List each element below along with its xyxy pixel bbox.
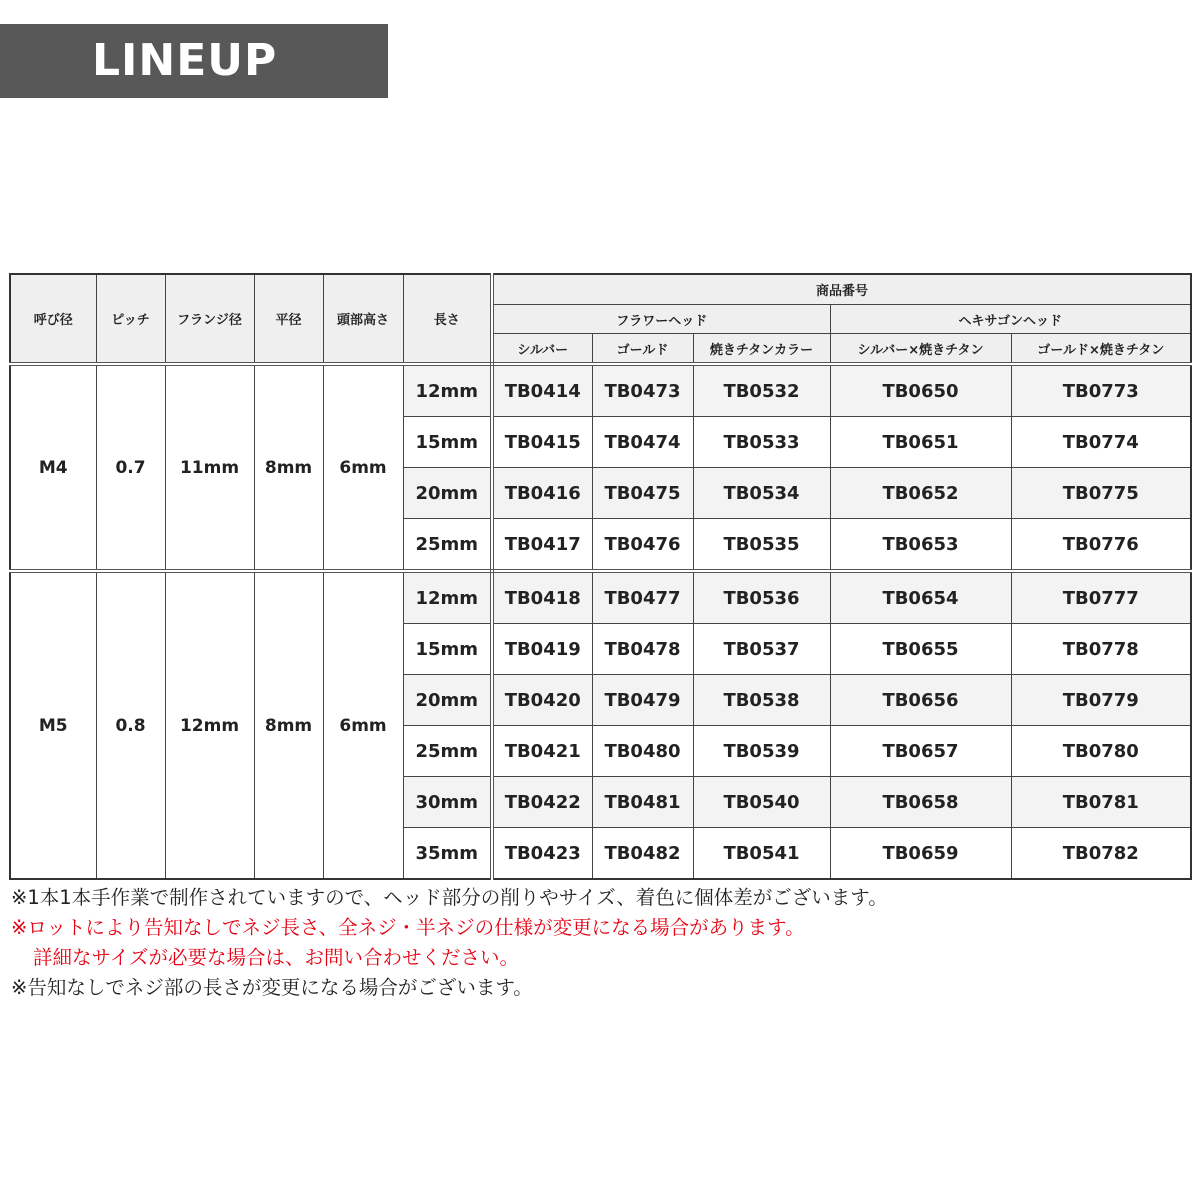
length-cell: 15mm xyxy=(403,624,492,675)
header-flange: フランジ径 xyxy=(165,274,254,364)
code-cell: TB0657 xyxy=(830,726,1011,777)
code-cell: TB0423 xyxy=(492,828,592,880)
length-cell: 35mm xyxy=(403,828,492,880)
note-lot-change: ※ロットにより告知なしでネジ長さ、全ネジ・半ネジの仕様が変更になる場合があります。 xyxy=(11,916,805,939)
header-pitch: ピッチ xyxy=(96,274,165,364)
header-head-height: 頭部高さ xyxy=(323,274,403,364)
code-cell: TB0775 xyxy=(1011,468,1191,519)
length-cell: 20mm xyxy=(403,675,492,726)
nominal-cell: M4 xyxy=(10,364,96,571)
code-cell: TB0538 xyxy=(693,675,830,726)
table-row xyxy=(10,364,1191,417)
flange-cell: 12mm xyxy=(165,571,254,879)
code-cell: TB0479 xyxy=(592,675,693,726)
code-cell: TB0416 xyxy=(492,468,592,519)
code-cell: TB0477 xyxy=(592,571,693,624)
code-cell: TB0473 xyxy=(592,364,693,417)
note-thread-length: ※告知なしでネジ部の長さが変更になる場合がございます。 xyxy=(11,976,533,999)
code-cell: TB0415 xyxy=(492,417,592,468)
code-cell: TB0658 xyxy=(830,777,1011,828)
code-cell: TB0481 xyxy=(592,777,693,828)
length-cell: 20mm xyxy=(403,468,492,519)
width-cell: 8mm xyxy=(254,364,323,571)
width-cell: 8mm xyxy=(254,571,323,879)
code-cell: TB0480 xyxy=(592,726,693,777)
header-length: 長さ xyxy=(403,274,492,364)
header-flower-head: フラワーヘッド xyxy=(492,305,830,334)
code-cell: TB0418 xyxy=(492,571,592,624)
header-nominal: 呼び径 xyxy=(10,274,96,364)
code-cell: TB0532 xyxy=(693,364,830,417)
code-cell: TB0655 xyxy=(830,624,1011,675)
pitch-cell: 0.7 xyxy=(96,364,165,571)
nominal-cell: M5 xyxy=(10,571,96,879)
flange-cell: 11mm xyxy=(165,364,254,571)
code-cell: TB0650 xyxy=(830,364,1011,417)
code-cell: TB0421 xyxy=(492,726,592,777)
code-cell: TB0651 xyxy=(830,417,1011,468)
header-product-no: 商品番号 xyxy=(492,274,1191,305)
note-handmade: ※1本1本手作業で制作されていますので、ヘッド部分の削りやサイズ、着色に個体差がございます。 xyxy=(11,886,888,909)
code-cell: TB0781 xyxy=(1011,777,1191,828)
code-cell: TB0420 xyxy=(492,675,592,726)
code-cell: TB0475 xyxy=(592,468,693,519)
code-cell: TB0778 xyxy=(1011,624,1191,675)
lineup-title: LINEUP xyxy=(92,35,278,86)
code-cell: TB0535 xyxy=(693,519,830,572)
code-cell: TB0474 xyxy=(592,417,693,468)
code-cell: TB0782 xyxy=(1011,828,1191,880)
code-cell: TB0414 xyxy=(492,364,592,417)
code-cell: TB0776 xyxy=(1011,519,1191,572)
head-height-cell: 6mm xyxy=(323,364,403,571)
lineup-table xyxy=(9,273,1192,880)
length-cell: 12mm xyxy=(403,364,492,417)
code-cell: TB0422 xyxy=(492,777,592,828)
code-cell: TB0774 xyxy=(1011,417,1191,468)
code-cell: TB0659 xyxy=(830,828,1011,880)
header-hexagon-head: ヘキサゴンヘッド xyxy=(830,305,1191,334)
length-cell: 15mm xyxy=(403,417,492,468)
code-cell: TB0476 xyxy=(592,519,693,572)
header-burnt-titanium: 焼きチタンカラー xyxy=(693,334,830,365)
pitch-cell: 0.8 xyxy=(96,571,165,879)
code-cell: TB0478 xyxy=(592,624,693,675)
code-cell: TB0541 xyxy=(693,828,830,880)
code-cell: TB0419 xyxy=(492,624,592,675)
length-cell: 25mm xyxy=(403,519,492,572)
lineup-banner xyxy=(0,24,388,98)
code-cell: TB0540 xyxy=(693,777,830,828)
code-cell: TB0482 xyxy=(592,828,693,880)
code-cell: TB0533 xyxy=(693,417,830,468)
code-cell: TB0654 xyxy=(830,571,1011,624)
code-cell: TB0780 xyxy=(1011,726,1191,777)
header-gold-burnt: ゴールド×焼きチタン xyxy=(1011,334,1191,365)
header-silver: シルバー xyxy=(492,334,592,365)
code-cell: TB0537 xyxy=(693,624,830,675)
table-row xyxy=(10,571,1191,624)
header-silver-burnt: シルバー×焼きチタン xyxy=(830,334,1011,365)
length-cell: 25mm xyxy=(403,726,492,777)
code-cell: TB0653 xyxy=(830,519,1011,572)
length-cell: 30mm xyxy=(403,777,492,828)
code-cell: TB0656 xyxy=(830,675,1011,726)
header-gold: ゴールド xyxy=(592,334,693,365)
code-cell: TB0539 xyxy=(693,726,830,777)
header-width: 平径 xyxy=(254,274,323,364)
notes xyxy=(11,883,1191,1003)
head-height-cell: 6mm xyxy=(323,571,403,879)
note-contact: 詳細なサイズが必要な場合は、お問い合わせください。 xyxy=(33,946,519,969)
length-cell: 12mm xyxy=(403,571,492,624)
code-cell: TB0534 xyxy=(693,468,830,519)
code-cell: TB0777 xyxy=(1011,571,1191,624)
code-cell: TB0779 xyxy=(1011,675,1191,726)
code-cell: TB0417 xyxy=(492,519,592,572)
code-cell: TB0536 xyxy=(693,571,830,624)
code-cell: TB0773 xyxy=(1011,364,1191,417)
code-cell: TB0652 xyxy=(830,468,1011,519)
